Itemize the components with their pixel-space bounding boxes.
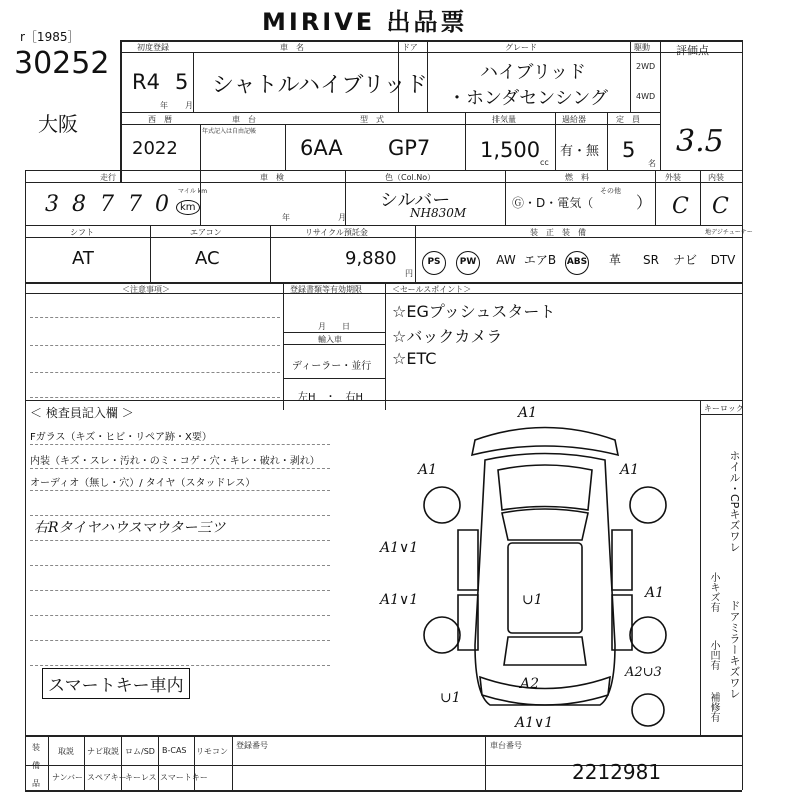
wheel-rear-right <box>630 617 666 653</box>
label-shift: シフト <box>70 228 94 237</box>
label-capacity: 定 員 <box>616 115 640 124</box>
grade-line2: ・ホンダセンシング <box>448 88 609 109</box>
era-value: R4 <box>132 70 160 94</box>
mileage-digit-4: 7 <box>128 192 142 217</box>
option-sr: SR <box>643 253 659 267</box>
sales-point-3: ☆ETC <box>392 349 437 368</box>
mileage-digit-1: 3 <box>45 192 59 217</box>
aircon-value: AC <box>195 248 220 269</box>
inspection-year-mark: 年 <box>282 213 290 222</box>
displacement-value: 1,500 <box>480 138 541 162</box>
label-notes: ＜注意事項＞ <box>122 285 170 294</box>
label-sales-points: ＜セールスポイント＞ <box>392 285 472 294</box>
car-left-front-door <box>458 530 478 590</box>
import-handle: 左H ・ 右H <box>298 392 364 403</box>
equip-side-1: 装 <box>32 743 40 752</box>
mileage-digit-5: 0 <box>155 192 169 217</box>
damage-mark-right-front-fender: A1 <box>620 462 640 478</box>
option-leather: 革 <box>608 253 621 267</box>
region-label: 大阪 <box>38 112 78 136</box>
car-hood <box>498 465 592 510</box>
lot-number: 30252 <box>14 46 110 81</box>
damage-mark-roof: ∪1 <box>522 592 543 608</box>
label-displacement: 排気量 <box>492 115 516 124</box>
equip-manual: 取説 <box>58 747 74 756</box>
label-mileage: 走行 <box>100 173 116 182</box>
option-navi: ナビ <box>672 253 697 267</box>
label-chassis: 車 台 <box>232 115 256 124</box>
fuel-value: Ⓖ・D・電気（ <box>512 196 594 210</box>
label-first-registration: 初度登録 <box>137 43 169 52</box>
equip-side-2: 備 <box>32 761 40 770</box>
month-mark: 月 <box>185 101 193 110</box>
car-front-bumper <box>472 428 618 456</box>
label-key-lock: キーロック <box>704 404 744 413</box>
equip-keyless: キーレス <box>125 773 157 782</box>
label-inspection: 車 検 <box>260 173 284 182</box>
yen-mark: 円 <box>405 269 413 278</box>
option-airbag: エアB <box>523 253 557 267</box>
chassis-note: 年式記入は自由記帳 <box>202 128 257 135</box>
label-recycle: リサイクル預託金 <box>305 228 368 237</box>
label-model-type: 型 式 <box>360 115 384 124</box>
car-name-value: シャトルハイブリッド <box>212 73 428 98</box>
equip-smart-key: スマートキー <box>160 773 208 782</box>
damage-mark-left-front-fender: A1 <box>418 462 438 478</box>
year-value: 2022 <box>132 138 178 159</box>
grade-score: 3.5 <box>676 124 724 159</box>
stamp-number: r［1985］ <box>20 30 80 44</box>
import-dealer: ディーラー・並行 <box>292 361 372 372</box>
color-number: NH830M <box>410 206 467 220</box>
drive-4wd: 4WD <box>636 92 656 101</box>
wheel-rear-left <box>424 617 460 653</box>
form-title: MIRIVE 出品票 <box>262 8 468 36</box>
fuel-close: ） <box>636 193 653 212</box>
drive-2wd: 2WD <box>636 62 656 71</box>
turbo-value: 有・無 <box>560 144 600 159</box>
label-color: 色（Col.No） <box>385 173 436 182</box>
car-body-outline <box>475 454 615 706</box>
equip-remote: リモコン <box>196 747 228 756</box>
option-aw: AW <box>496 253 516 267</box>
mileage-unit-label: マイル km <box>178 188 208 195</box>
inspector-heading: ＜ 検査員記入欄 ＞ <box>30 406 134 420</box>
equip-bcas: B-CAS <box>162 746 187 755</box>
damage-mark-right-rear-quarter: A2∪3 <box>625 665 662 680</box>
label-fuel: 燃 料 <box>565 173 589 182</box>
label-aircon: エアコン <box>190 228 222 237</box>
damage-mark-rear-bumper: A2 <box>520 676 540 692</box>
damage-mark-front: A1 <box>518 405 538 421</box>
inspector-line-glass: Fガラス（キズ・ヒビ・リペア跡・X要） <box>30 432 212 443</box>
wheel-front-left <box>424 487 460 523</box>
inspector-line-audio-tire: オーディオ（無し・穴）/ タイヤ（スタッドレス） <box>30 478 256 489</box>
option-dtv: DTV <box>710 253 736 267</box>
spare-tire <box>632 694 664 726</box>
label-rating: 評価点 <box>676 44 709 57</box>
mileage-unit: km <box>176 200 200 215</box>
label-interior: 内装 <box>708 173 724 182</box>
damage-mark-left-rear-quarter: ∪1 <box>440 690 461 706</box>
name-mark: 名 <box>648 159 656 168</box>
tire-note: 右Rタイヤハウスマウター三ツ <box>34 520 226 536</box>
chassis-number-value: 2212981 <box>572 760 662 784</box>
color-value: シルバー <box>380 190 451 211</box>
model-a-value: 6AA <box>300 136 343 160</box>
damage-mark-rear: A1∨1 <box>515 715 554 731</box>
recycle-fee: 9,880 <box>345 248 397 269</box>
legend-small-scratch: 小キズ有 <box>708 572 719 612</box>
year-mark: 年 <box>160 101 168 110</box>
smart-key-note: スマートキー車内 <box>42 668 190 699</box>
legend-repaired: 補修有 <box>708 692 719 722</box>
interior-grade: C <box>712 194 729 219</box>
mileage-digit-3: 7 <box>100 192 114 217</box>
mileage-digit-2: 8 <box>72 192 86 217</box>
label-door: ドア <box>402 43 418 52</box>
label-registration-number: 登録番号 <box>236 741 268 750</box>
option-pw: PW <box>456 251 480 275</box>
inspector-line-interior: 内装（キズ・スレ・汚れ・のミ・コゲ・穴・キレ・破れ・剥れ） <box>30 456 320 467</box>
label-exterior: 外装 <box>665 173 681 182</box>
option-abs: ABS <box>565 251 589 275</box>
equip-plate: ナンバー <box>52 773 84 782</box>
car-right-front-door <box>612 530 632 590</box>
month-value: 5 <box>175 70 189 94</box>
label-drive: 駆動 <box>634 43 650 52</box>
label-year: 西 暦 <box>148 115 172 124</box>
sales-point-2: ☆バックカメラ <box>392 327 503 346</box>
legend-door-mirror: ドアミラーキズワレ <box>728 600 741 699</box>
legend-small-dent: 小凹有 <box>708 640 719 670</box>
legend-wheel-cp: ホイル・CPキズワレ <box>728 450 741 553</box>
model-b-value: GP7 <box>388 136 431 160</box>
wheel-front-right <box>630 487 666 523</box>
registration-month-day: 月 日 <box>318 322 350 331</box>
label-grade: グレード <box>505 43 537 52</box>
equip-navi-manual: ナビ取説 <box>87 747 119 756</box>
car-rear-window <box>504 637 586 665</box>
grade-line1: ハイブリッド <box>480 62 587 83</box>
fuel-other-label: その他 <box>600 187 621 195</box>
label-equipment: 装 正 装 備 <box>530 228 586 237</box>
car-windshield <box>502 509 588 540</box>
sales-point-1: ☆EGプッシュスタート <box>392 302 556 321</box>
car-roof <box>508 543 582 633</box>
equip-spare-key: スペアキー <box>87 773 127 782</box>
equip-rom-sd: ロム/SD <box>125 747 155 756</box>
label-import: 輸入車 <box>318 335 342 344</box>
car-rear-bumper <box>480 677 610 705</box>
label-turbo: 過給器 <box>562 115 586 124</box>
damage-mark-left-rear-door: A1∨1 <box>380 592 419 608</box>
label-car-name: 車 名 <box>280 43 304 52</box>
exterior-grade: C <box>672 194 689 219</box>
inspection-month-mark: 月 <box>338 213 346 222</box>
damage-mark-right-rear-door: A1 <box>645 585 665 601</box>
label-registration-limit: 登録書類等有効期限 <box>290 285 362 294</box>
shift-value: AT <box>72 248 94 269</box>
equip-side-3: 品 <box>32 779 40 788</box>
label-chassis-number: 車台番号 <box>490 741 522 750</box>
damage-mark-left-front-door: A1∨1 <box>380 540 419 556</box>
capacity-value: 5 <box>622 138 636 162</box>
cc-mark: cc <box>540 158 549 167</box>
label-tuner: 地デジチューナー <box>705 229 753 236</box>
option-ps: PS <box>422 251 446 275</box>
